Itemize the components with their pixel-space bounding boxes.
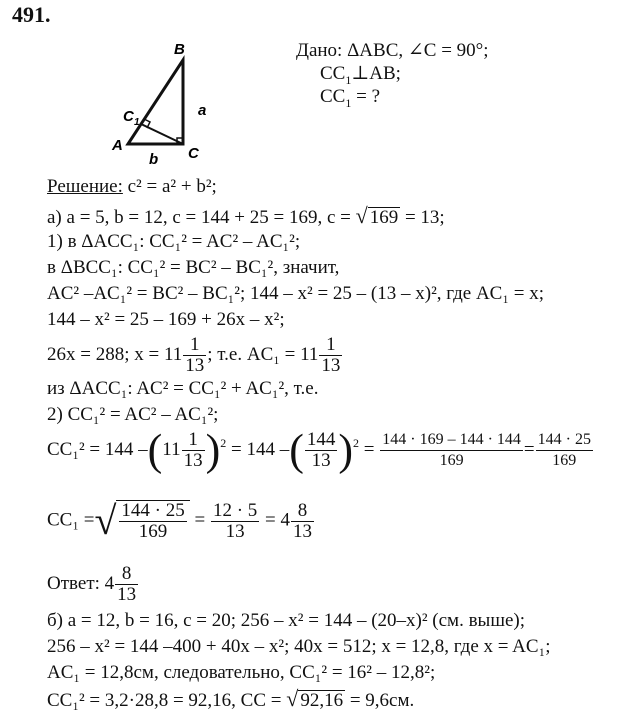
part-b-line4: CC₁² = 3,2·28,8 = 92,16, CC = √ 92,16 = 9,6см. <box>47 686 415 711</box>
step1-line5: 26x = 288; x = 11 $\frac{1}{13}$ ; т.е. AC₁ = 11 $\frac{1}{13}$ <box>47 334 341 376</box>
step1-line3: AC² –AC₁² = BC² – BC₁²; 144 – x² = 25 – (13 – x)², где AC₁ = x; <box>47 283 544 304</box>
part-b-line2: 256 – x² = 144 –400 + 40x – x²; 40x = 512; x = 12,8, где x = AC₁; <box>47 636 551 657</box>
solution-heading: Решение: c² = a² + b²; <box>47 176 217 197</box>
eq-cc1-squared: CC₁² = 144 –(11 $\frac{1}{13}$ )$^2$ = 144 –( $\frac{144}{13}$ )$^2$ = $\frac{144 \cdot 169 - 144 \cdot 144}{169}$ = $\frac{144 \cdot 25}{169}$ <box>47 425 591 475</box>
triangle-diagram <box>100 40 230 165</box>
label-B: B <box>174 41 185 58</box>
problem-number: 491. <box>12 2 51 27</box>
step1-line6: из ΔACC₁: AC² = CC₁² + AC₁², т.е. <box>47 378 319 399</box>
step1-line1: 1) в ΔACC₁: CC₁² = AC² – AC₁²; <box>47 231 301 252</box>
label-a: a <box>198 102 207 119</box>
label-A: A <box>112 137 123 154</box>
step1-line4: 144 – x² = 25 – 169 + 26x – x²; <box>47 309 285 330</box>
line-a: а) a = 5, b = 12, c = 144 + 25 = 169, c = √ 169 = 13; <box>47 203 445 228</box>
answer: Ответ: 4 $\frac{8}{13}$ <box>47 563 137 605</box>
eq-cc1: CC₁ =√ $\frac{144 \cdot 25}{169}$ = $\frac{12 \cdot 5}{13}$ = 4 $\frac{8}{13}$ <box>47 498 312 543</box>
part-b-line1: б) a = 12, b = 16, c = 20; 256 – x² = 144 – (20–x)² (см. выше); <box>47 610 525 631</box>
label-C1-sub: 1 <box>134 117 140 128</box>
given-line-1: Дано: ΔABC, ∠C = 90°; <box>296 40 489 61</box>
given-line-2: $CC_1\perp AB$; <box>320 63 401 87</box>
step2-line1: 2) CC₁² = AC² – AC₁²; <box>47 404 219 425</box>
part-b-line3: AC₁ = 12,8см, следовательно, CC₁² = 16² – 12,8²; <box>47 662 436 683</box>
label-b: b <box>149 151 159 165</box>
label-C: C <box>188 145 199 162</box>
given-line-3: $CC_1$ = ? <box>320 86 381 110</box>
step1-line2: в ΔBCC₁: CC₁² = BC² – BC₁², значит, <box>47 257 340 278</box>
label-C1: C <box>123 108 134 125</box>
